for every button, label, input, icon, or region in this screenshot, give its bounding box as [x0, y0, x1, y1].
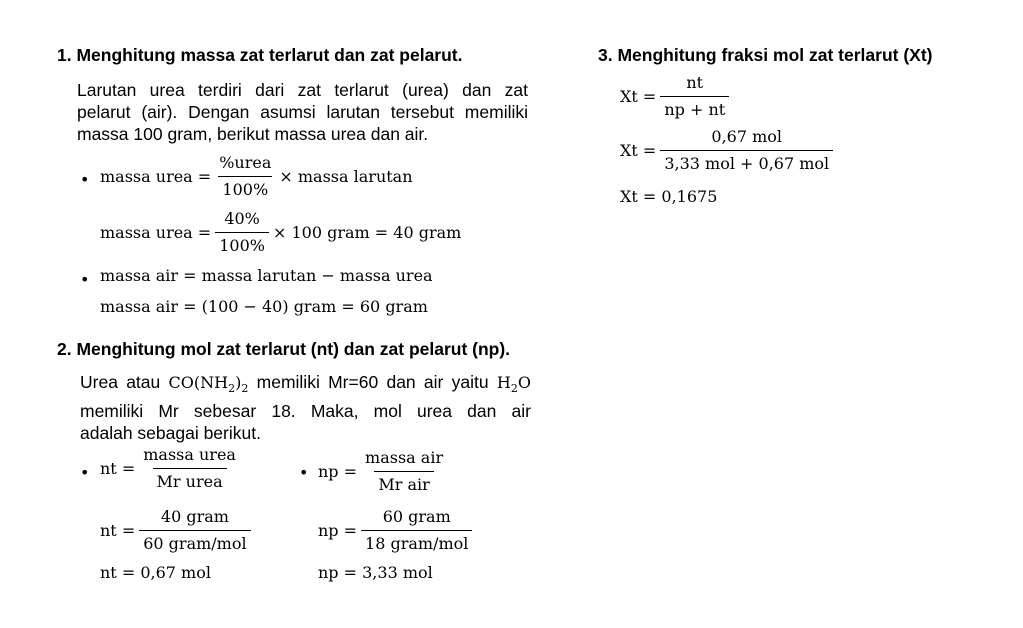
equation-nt-value — [100, 507, 255, 554]
chem-part: O — [517, 373, 531, 392]
section1-heading: 1. Menghitung massa zat terlarut dan zat pelarut. — [57, 45, 463, 65]
equation-massa-urea-formula — [100, 153, 413, 200]
chem-part: ) — [235, 373, 242, 392]
section1-para-line: pelarut (air). Dengan asumsi larutan tersebut memiliki — [77, 102, 528, 122]
numerator: 0,67 mol — [711, 127, 783, 146]
chem-sub: 2 — [228, 382, 236, 396]
equation-xt-result: Xt = 0,1675 — [620, 187, 718, 206]
fraction — [139, 445, 240, 492]
denominator: np + nt — [660, 96, 729, 120]
bullet: • — [299, 463, 309, 482]
fraction — [361, 507, 472, 554]
eq-rhs: × 100 gram = 40 gram — [272, 223, 462, 242]
chem-formula-water — [496, 373, 531, 396]
equation-massa-air-formula: massa air = massa larutan − massa urea — [100, 266, 433, 285]
eq-lhs: Xt = — [620, 141, 657, 160]
numerator: nt — [686, 73, 704, 92]
denominator: 3,33 mol + 0,67 mol — [660, 150, 833, 174]
numerator: 40% — [224, 209, 260, 228]
denominator: 100% — [215, 232, 269, 256]
fraction — [215, 153, 275, 200]
eq-lhs: np = — [318, 462, 358, 481]
fraction — [660, 73, 729, 120]
numerator: 40 gram — [160, 507, 229, 526]
equation-np-formula — [318, 448, 451, 495]
section3-heading: 3. Menghitung fraksi mol zat terlarut (Xt) — [598, 45, 933, 65]
chem-sub: 2 — [510, 382, 518, 396]
numerator: massa urea — [143, 445, 236, 464]
text: memiliki Mr=60 dan air yaitu — [256, 372, 489, 392]
chem-formula-urea — [168, 373, 249, 396]
equation-np-value — [318, 507, 476, 554]
chem-sub: 2 — [241, 382, 249, 396]
equation-xt-formula — [620, 73, 733, 120]
eq-lhs: massa urea = — [100, 167, 212, 186]
bullet: • — [80, 463, 90, 482]
equation-nt-formula — [100, 445, 244, 492]
section2-para-line: adalah sebagai berikut. — [80, 423, 261, 444]
bullet: • — [80, 270, 90, 289]
numerator: massa air — [365, 448, 444, 467]
chem-part: CO(NH — [168, 373, 229, 392]
eq-lhs: nt = — [100, 459, 136, 478]
section1-para-line: massa 100 gram, berikut massa urea dan air. — [77, 124, 429, 144]
section2-para-line — [80, 371, 531, 400]
numerator: 60 gram — [382, 507, 451, 526]
fraction — [215, 209, 269, 256]
denominator: 18 gram/mol — [361, 530, 472, 554]
section2-heading: 2. Menghitung mol zat terlarut (nt) dan zat pelarut (np). — [57, 339, 511, 359]
section1-para-line: Larutan urea terdiri dari zat terlarut (urea) dan zat — [77, 80, 528, 100]
chem-part: H — [496, 373, 511, 392]
section2-para-line: memiliki Mr sebesar 18. Maka, mol urea dan air — [80, 401, 531, 422]
fraction — [361, 448, 447, 495]
numerator: %urea — [219, 153, 272, 172]
section2-paragraph — [80, 371, 531, 444]
section1-paragraph — [77, 79, 528, 145]
eq-lhs: massa urea = — [100, 223, 212, 242]
equation-np-result: np = 3,33 mol — [318, 563, 433, 582]
equation-massa-air-value: massa air = (100 − 40) gram = 60 gram — [100, 297, 428, 316]
equation-massa-urea-value — [100, 209, 461, 256]
eq-lhs: nt = — [100, 521, 136, 540]
text: Urea atau — [80, 372, 161, 392]
denominator: 60 gram/mol — [139, 530, 250, 554]
bullet: • — [80, 170, 90, 189]
equation-nt-result: nt = 0,67 mol — [100, 563, 211, 582]
eq-lhs: Xt = — [620, 87, 657, 106]
fraction — [139, 507, 250, 554]
equation-xt-value — [620, 127, 837, 174]
denominator: Mr air — [374, 471, 433, 495]
denominator: Mr urea — [153, 468, 227, 492]
denominator: 100% — [218, 176, 272, 200]
eq-rhs: × massa larutan — [279, 167, 413, 186]
fraction — [660, 127, 833, 174]
eq-lhs: np = — [318, 521, 358, 540]
